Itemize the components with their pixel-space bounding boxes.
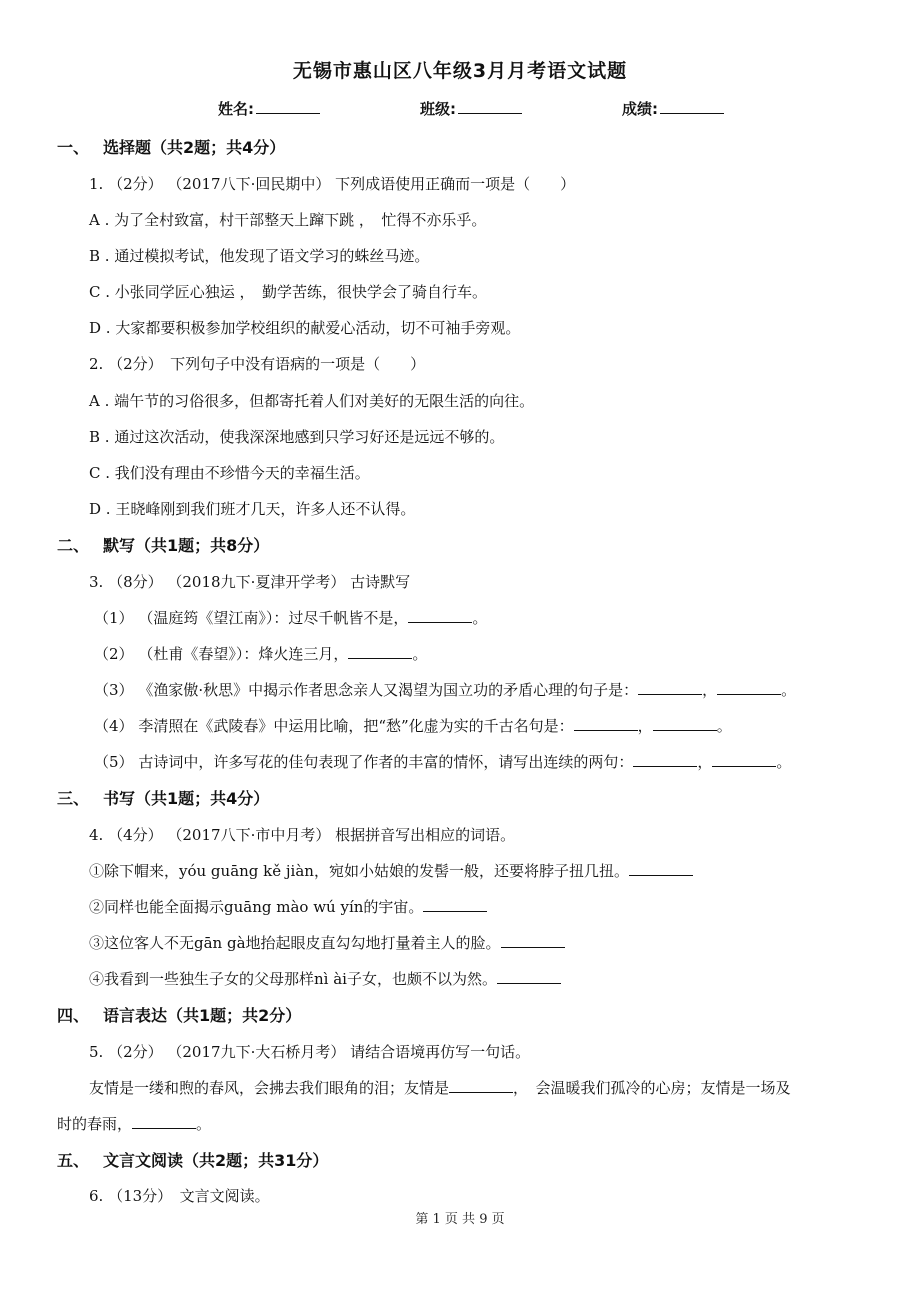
answer-blank[interactable]	[574, 716, 638, 731]
option-b: B . 通过这次活动，使我深深地感到只学习好还是远远不够的。	[89, 428, 505, 446]
section-title: 默写（共1题；共8分）	[103, 536, 270, 555]
name-field	[218, 98, 320, 119]
sub-question	[94, 680, 796, 700]
answer-blank[interactable]	[132, 1114, 196, 1129]
imitation-text-c: 时的春雨，	[57, 1115, 133, 1133]
page-footer: 第 1 页 共 9 页	[415, 1212, 505, 1227]
pinyin-text: ②同样也能全面揭示guāng mào wú yín的宇宙。	[89, 898, 424, 916]
answer-blank[interactable]	[497, 969, 561, 984]
pinyin-item	[89, 897, 487, 917]
section-title: 语言表达（共1题；共2分）	[103, 1006, 302, 1025]
question-stem: 6. （13分） 文言文阅读。	[89, 1187, 270, 1205]
option-a: A . 端午节的习俗很多，但都寄托着人们对美好的无限生活的向往。	[89, 392, 535, 410]
sub-number: （3）	[94, 681, 134, 699]
section-number: 二、	[57, 536, 90, 555]
answer-blank[interactable]	[501, 933, 565, 948]
answer-blank[interactable]	[348, 644, 412, 659]
imitation-text-a: 友情是一缕和煦的春风，会拂去我们眼角的泪；友情是	[89, 1079, 450, 1097]
sub-question	[94, 608, 487, 628]
question-stem: 2. （2分） 下列句子中没有语病的一项是（ ）	[89, 355, 426, 373]
sub-number: （2）	[94, 645, 134, 663]
name-label: 姓名:	[218, 100, 254, 118]
sub-question	[94, 752, 791, 772]
section-title: 文言文阅读（共2题；共31分）	[103, 1151, 329, 1170]
answer-blank[interactable]	[633, 752, 697, 767]
score-label: 成绩:	[622, 100, 658, 118]
score-blank[interactable]	[660, 99, 724, 114]
imitation-line-1	[89, 1078, 791, 1098]
sub-mid: ，	[637, 717, 653, 735]
sub-mid: ，	[702, 681, 718, 699]
imitation-line-2	[57, 1114, 211, 1134]
pinyin-text: ①除下帽来，yóu guāng kě jiàn，宛如小姑娘的发髻一般，还要将脖子扭几扭。	[89, 862, 629, 880]
option-d: D . 大家都要积极参加学校组织的献爱心活动，切不可袖手旁观。	[89, 319, 521, 337]
pinyin-item	[89, 969, 561, 989]
section-number: 三、	[57, 789, 90, 808]
sub-tail: 。	[472, 609, 488, 627]
sub-tail: 。	[716, 717, 732, 735]
section-number: 五、	[57, 1151, 90, 1170]
section-title: 书写（共1题；共4分）	[103, 789, 270, 808]
sub-text: 李清照在《武陵春》中运用比喻，把“愁”化虚为实的千古名句是：	[138, 717, 574, 735]
pinyin-item	[89, 861, 693, 881]
class-blank[interactable]	[458, 99, 522, 114]
answer-blank[interactable]	[638, 680, 702, 695]
answer-blank[interactable]	[717, 680, 781, 695]
option-c: C . 小张同学匠心独运 ， 勤学苦练，很快学会了骑自行车。	[89, 283, 488, 301]
sub-text: （温庭筠《望江南》）：过尽千帆皆不是，	[138, 609, 409, 627]
sub-number: （4）	[94, 717, 134, 735]
question-stem: 3. （8分） （2018九下·夏津开学考） 古诗默写	[89, 573, 411, 591]
class-label: 班级:	[420, 100, 456, 118]
score-field	[622, 98, 724, 119]
sub-text: （杜甫《春望》）：烽火连三月，	[138, 645, 349, 663]
sub-text: 古诗词中，许多写花的佳句表现了作者的丰富的情怀，请写出连续的两句：	[138, 753, 634, 771]
sub-question	[94, 716, 732, 736]
option-b: B . 通过模拟考试，他发现了语文学习的蛛丝马迹。	[89, 247, 430, 265]
section-heading	[57, 138, 285, 158]
sub-tail: 。	[776, 753, 792, 771]
section-title: 选择题（共2题；共4分）	[103, 138, 286, 157]
page-title: 无锡市惠山区八年级3月月考语文试题	[292, 60, 628, 82]
section-heading	[57, 789, 269, 809]
sub-number: （5）	[94, 753, 134, 771]
sub-question	[94, 644, 427, 664]
section-number: 四、	[57, 1006, 90, 1025]
sub-text: 《渔家傲·秋思》中揭示作者思念亲人又渴望为国立功的矛盾心理的句子是：	[138, 681, 639, 699]
question-stem: 5. （2分） （2017九下·大石桥月考） 请结合语境再仿写一句话。	[89, 1043, 531, 1061]
answer-blank[interactable]	[423, 897, 487, 912]
section-heading	[57, 1006, 301, 1026]
section-heading	[57, 1151, 328, 1171]
question-stem: 1. （2分） （2017八下·回民期中） 下列成语使用正确而一项是（ ）	[89, 175, 576, 193]
sub-tail: 。	[412, 645, 428, 663]
imitation-tail: 。	[196, 1115, 212, 1133]
option-d: D . 王晓峰刚到我们班才几天，许多人还不认得。	[89, 500, 416, 518]
section-heading	[57, 536, 269, 556]
student-info-row	[0, 98, 920, 122]
pinyin-item	[89, 933, 565, 953]
name-blank[interactable]	[256, 99, 320, 114]
imitation-text-b: ， 会温暖我们孤冷的心房；友情是一场及	[513, 1079, 791, 1097]
answer-blank[interactable]	[449, 1078, 513, 1093]
sub-mid: ，	[697, 753, 713, 771]
pinyin-text: ③这位客人不无gān gà地抬起眼皮直勾勾地打量着主人的脸。	[89, 934, 501, 952]
option-a: A . 为了全村致富，村干部整天上蹿下跳 ， 忙得不亦乐乎。	[89, 211, 487, 229]
sub-number: （1）	[94, 609, 134, 627]
sub-tail: 。	[781, 681, 797, 699]
answer-blank[interactable]	[408, 608, 472, 623]
answer-blank[interactable]	[712, 752, 776, 767]
answer-blank[interactable]	[653, 716, 717, 731]
section-number: 一、	[57, 138, 90, 157]
question-stem: 4. （4分） （2017八下·市中月考） 根据拼音写出相应的词语。	[89, 826, 516, 844]
class-field	[420, 98, 522, 119]
answer-blank[interactable]	[629, 861, 693, 876]
option-c: C . 我们没有理由不珍惜今天的幸福生活。	[89, 464, 370, 482]
pinyin-text: ④我看到一些独生子女的父母那样nì ài子女，也颇不以为然。	[89, 970, 497, 988]
